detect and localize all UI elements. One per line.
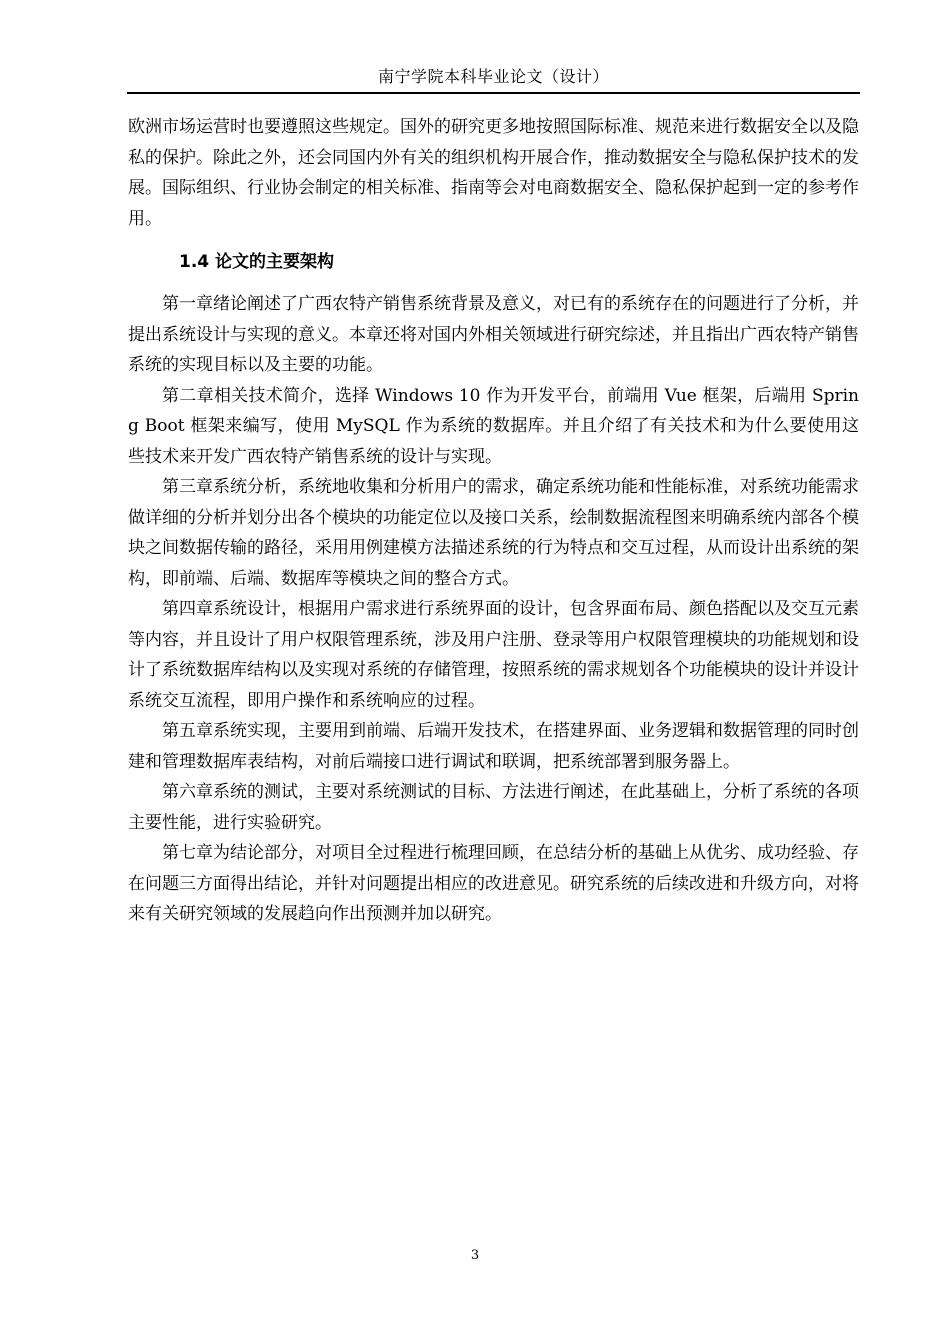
chapter-5-paragraph: 第五章系统实现，主要用到前端、后端开发技术，在搭建界面、业务逻辑和数据管理的同时创建和管理数据库表结构，对前后端接口进行调试和联调，把系统部署到服务器上。 xyxy=(128,721,859,772)
document-body xyxy=(128,112,859,930)
chapter-2-paragraph: 第二章相关技术简介，选择 Windows 10 作为开发平台，前端用 Vue 框架，后端用 Spring Boot 框架来编写，使用 MySQL 作为系统的数据库。并且介绍了有关技术和为什么要使用这些技术来开发广西农特产销售系统的设计与实现。 xyxy=(128,385,859,467)
chapter-4-paragraph: 第四章系统设计，根据用户需求进行系统界面的设计，包含界面布局、颜色搭配以及交互元素等内容，并且设计了用户权限管理系统，涉及用户注册、登录等用户权限管理模块的功能规划和设计了系统数据库结构以及实现对系统的存储管理，按照系统的需求规划各个功能模块的设计并设计系统交互流程，即用户操作和系统响应的过程。 xyxy=(128,599,859,711)
chapter-1-paragraph: 第一章绪论阐述了广西农特产销售系统背景及意义，对已有的系统存在的问题进行了分析，并提出系统设计与实现的意义。本章还将对国内外相关领域进行研究综述，并且指出广西农特产销售系统的实现目标以及主要的功能。 xyxy=(128,294,859,375)
page-number: 3 xyxy=(470,1248,480,1263)
chapter-3-paragraph: 第三章系统分析，系统地收集和分析用户的需求，确定系统功能和性能标准，对系统功能需求做详细的分析并划分出各个模块的功能定位以及接口关系，绘制数据流程图来明确系统内部各个模块之间数据传输的路径，采用用例建模方法描述系统的行为特点和交互过程，从而设计出系统的架构，即前端、后端、数据库等模块之间的整合方式。 xyxy=(128,477,859,589)
intro-paragraph: 欧洲市场运营时也要遵照这些规定。国外的研究更多地按照国际标准、规范来进行数据安全以及隐私的保护。除此之外，还会同国内外有关的组织机构开展合作，推动数据安全与隐私保护技术的发展。国际组织、行业协会制定的相关标准、指南等会对电商数据安全、隐私保护起到一定的参考作用。 xyxy=(128,117,859,229)
section-heading: 1.4 论文的主要架构 xyxy=(179,252,335,272)
chapter-7-paragraph: 第七章为结论部分，对项目全过程进行梳理回顾，在总结分析的基础上从优劣、成功经验、存在问题三方面得出结论，并针对问题提出相应的改进意见。研究系统的后续改进和升级方向，对将来有关研究领域的发展趋向作出预测并加以研究。 xyxy=(128,843,859,924)
header-divider xyxy=(127,92,860,94)
page-header-title: 南宁学院本科毕业论文（设计） xyxy=(377,67,609,86)
chapter-6-paragraph: 第六章系统的测试，主要对系统测试的目标、方法进行阐述，在此基础上，分析了系统的各项主要性能，进行实验研究。 xyxy=(128,782,859,833)
